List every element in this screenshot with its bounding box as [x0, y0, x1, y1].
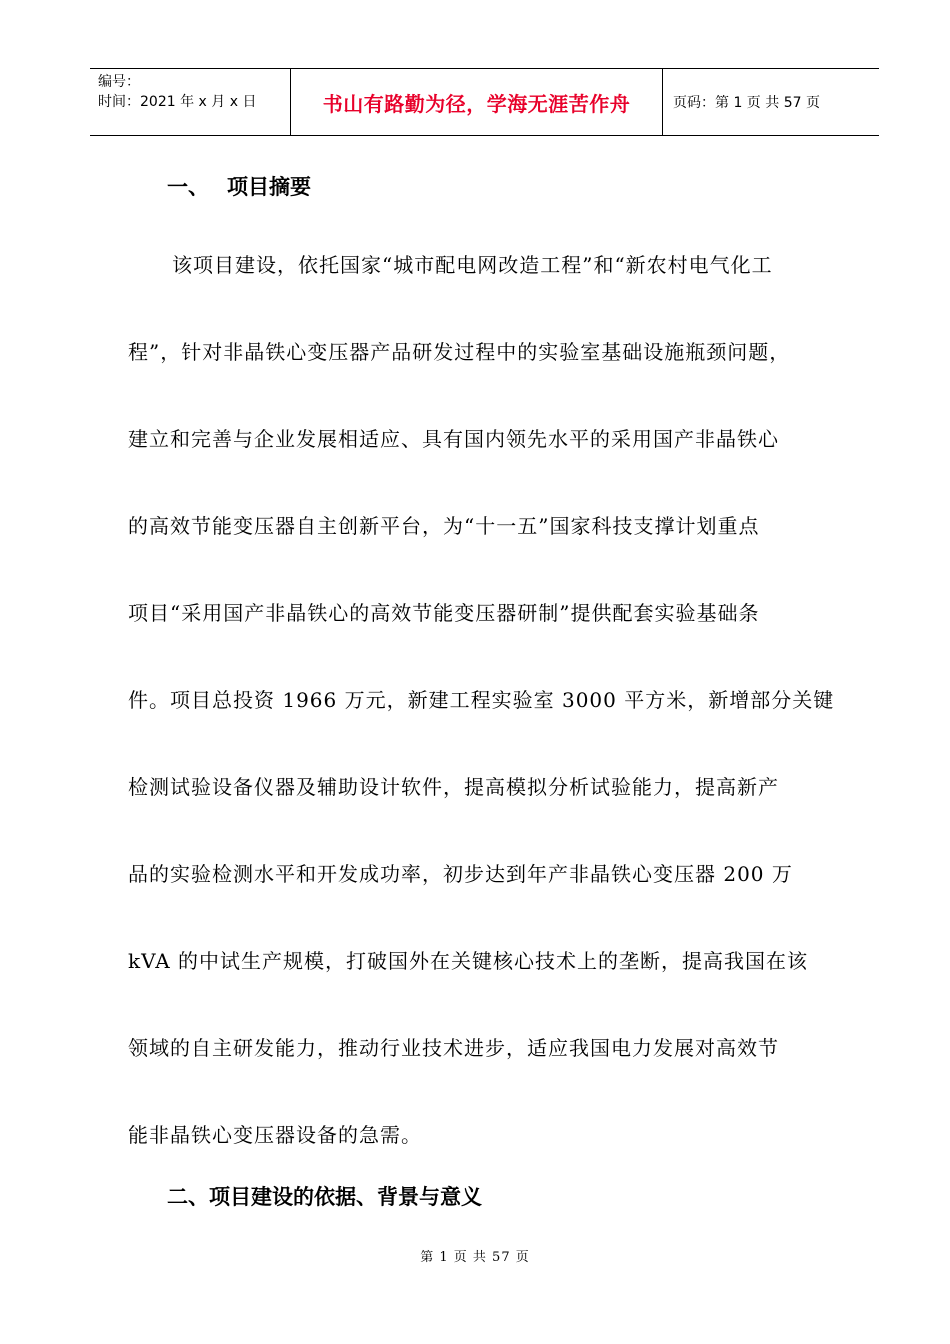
page-footer: 第 1 页 共 57 页	[420, 1250, 530, 1265]
paragraph-line: 检测试验设备仪器及辅助设计软件，提高模拟分析试验能力，提高新产	[128, 775, 779, 799]
paragraph-line: 项目“采用国产非晶铁心的高效节能变压器研制”提供配套实验基础条	[128, 601, 760, 625]
abstract-paragraph	[128, 222, 848, 1179]
paragraph-line: 程”，针对非晶铁心变压器产品研发过程中的实验室基础设施瓶颈问题，	[128, 340, 791, 364]
number-label: 编号：	[98, 74, 140, 90]
paragraph-line: 能非晶铁心变压器设备的急需。	[128, 1123, 422, 1147]
paragraph-line: kVA 的中试生产规模，打破国外在关键核心技术上的垄断，提高我国在该	[128, 949, 809, 973]
paragraph-line: 件。项目总投资 1966 万元，新建工程实验室 3000 平方米，新增部分关键	[128, 688, 835, 712]
document-header	[90, 68, 879, 136]
paragraph-line: 品的实验检测水平和开发成功率，初步达到年产非晶铁心变压器 200 万	[128, 862, 793, 886]
section-number: 一、	[167, 175, 209, 199]
paragraph-line: 该项目建设，依托国家“城市配电网改造工程”和“新农村电气化工	[172, 253, 773, 277]
header-motto-cell	[291, 69, 663, 135]
paragraph-line: 建立和完善与企业发展相适应、具有国内领先水平的采用国产非晶铁心	[128, 427, 779, 451]
section-heading-1	[167, 173, 311, 201]
page-info: 页码：第 1 页 共 57 页	[673, 95, 820, 111]
section-heading-2: 二、项目建设的依据、背景与意义	[167, 1185, 482, 1209]
paragraph-line: 领域的自主研发能力，推动行业技术进步，适应我国电力发展对高效节	[128, 1036, 779, 1060]
header-page-cell	[663, 69, 879, 135]
motto-text: 书山有路勤为径，学海无涯苦作舟	[322, 91, 631, 116]
time-label: 时间：2021 年 x 月 x 日	[98, 94, 257, 110]
section-title: 项目摘要	[227, 175, 311, 199]
header-meta-cell	[90, 69, 291, 135]
paragraph-line: 的高效节能变压器自主创新平台，为“十一五”国家科技支撑计划重点	[128, 514, 760, 538]
